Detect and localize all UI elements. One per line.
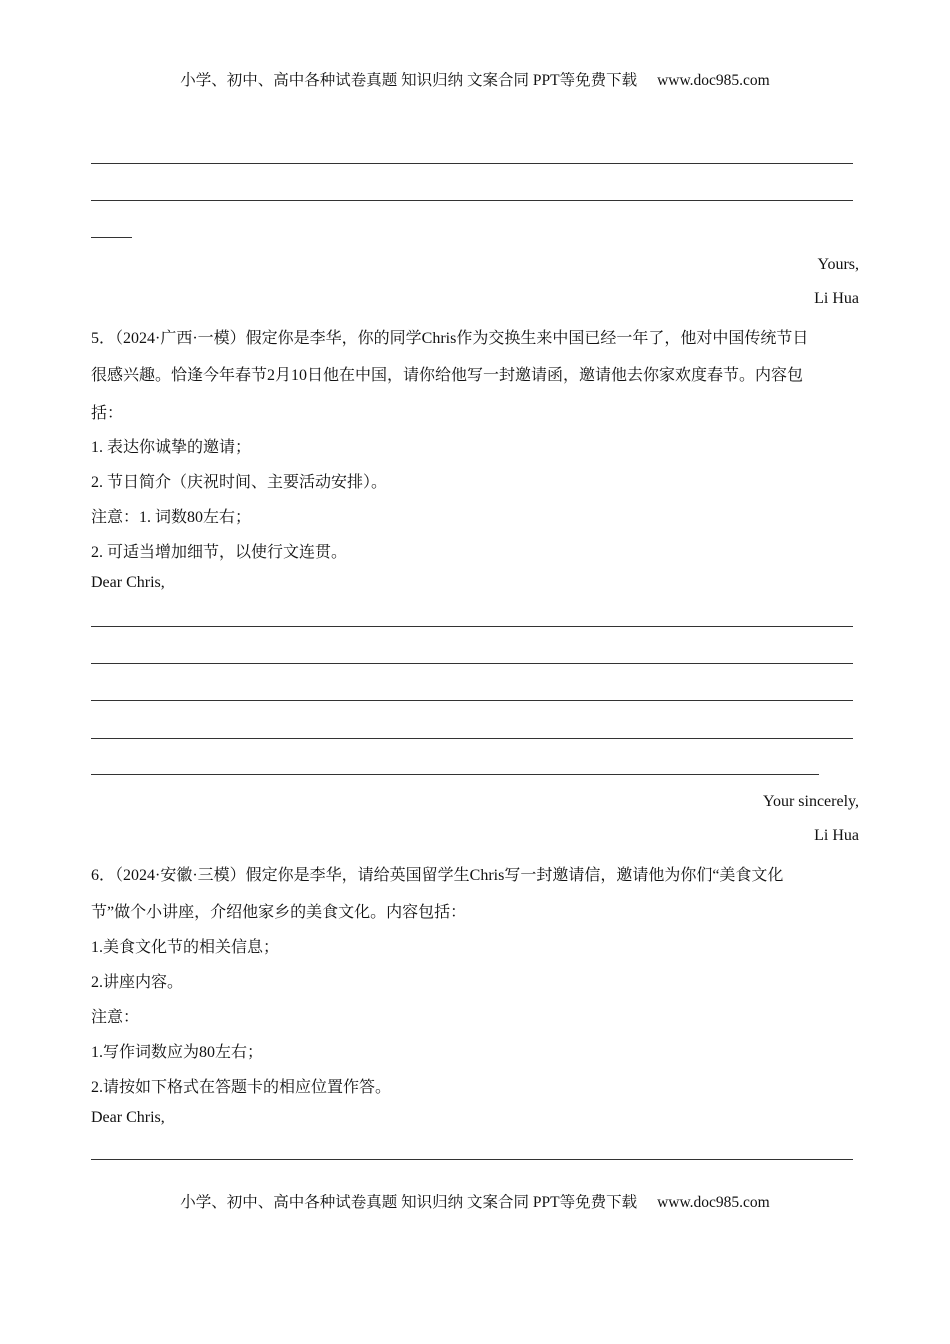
q5-content-item-2: 2. 节日简介（庆祝时间、主要活动安排）。 [91,474,388,491]
footer-text: 小学、初中、高中各种试卷真题 知识归纳 文案合同 PPT等免费下载 [180,1194,638,1211]
signature-name: Li Hua [814,290,859,307]
q5-prompt-line-1: 5．（2024·广西·一模）假定你是李华，你的同学Chris作为交换生来中国已经一年了，他对中国传统节日 [91,330,809,347]
q5-closing: Your sincerely, [763,793,859,810]
answer-line [91,738,853,739]
q5-signature-name: Li Hua [814,827,859,844]
answer-line [91,663,853,664]
q6-note-1: 1.写作词数应为80左右； [91,1044,264,1061]
answer-line [91,163,853,164]
q6-note-label: 注意： [91,1009,140,1026]
q6-greeting: Dear Chris, [91,1109,165,1126]
q5-content-item-1: 1. 表达你诚挚的邀请； [91,439,252,456]
q5-note-2: 2. 可适当增加细节，以使行文连贯。 [91,544,348,561]
q5-note-1: 注意：1. 词数80左右； [91,509,252,526]
page-header [0,68,950,90]
q5-prompt-line-3: 括： [91,405,124,422]
answer-line [91,200,853,201]
q6-note-2: 2.请按如下格式在答题卡的相应位置作答。 [91,1079,392,1096]
header-text: 小学、初中、高中各种试卷真题 知识归纳 文案合同 PPT等免费下载 [180,72,638,89]
answer-line [91,1159,853,1160]
q6-prompt-line-2: 节”做个小讲座，介绍他家乡的美食文化。内容包括： [91,904,467,921]
q5-prompt-line-2: 很感兴趣。恰逢今年春节2月10日他在中国，请你给他写一封邀请函，邀请他去你家欢度春节。内容包 [91,367,804,384]
answer-line [91,774,819,775]
q6-content-item-1: 1.美食文化节的相关信息； [91,939,280,956]
q6-content-item-2: 2.讲座内容。 [91,974,184,991]
answer-line [91,700,853,701]
q6-prompt-line-1: 6．（2024·安徽·三模）假定你是李华，请给英国留学生Chris写一封邀请信，邀请他为你们“美食文化 [91,867,784,884]
answer-line [91,237,132,238]
page-footer [0,1190,950,1212]
closing-yours: Yours, [817,256,859,273]
q5-greeting: Dear Chris, [91,574,165,591]
answer-line [91,626,853,627]
footer-url[interactable]: www.doc985.com [657,1194,770,1211]
header-url[interactable]: www.doc985.com [657,72,770,89]
